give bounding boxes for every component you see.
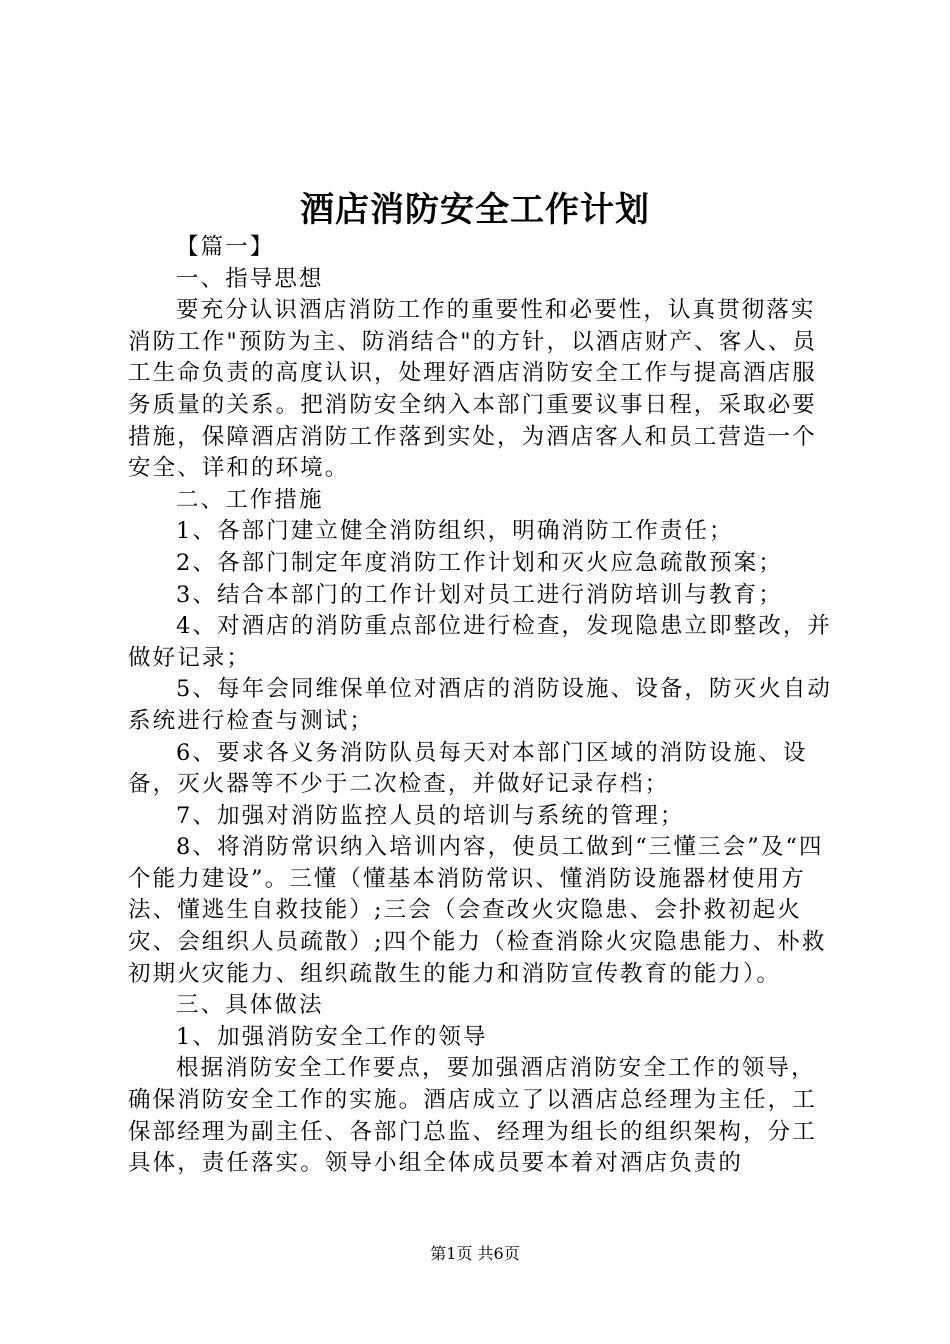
list-item: 5、每年会同维保单位对酒店的消防设施、设备，防灭火自动系统进行检查与测试； <box>128 676 833 734</box>
section-label: 【篇一】 <box>176 234 275 260</box>
list-item: 4、对酒店的消防重点部位进行检查，发现隐患立即整改，并做好记录； <box>128 613 833 671</box>
list-item: 6、要求各义务消防队员每天对本部门区域的消防设施、设备，灭火器等不少于二次检查，并做好记录存档； <box>128 739 808 798</box>
heading-specific-methods: 三、具体做法 <box>176 992 324 1019</box>
list-item: 3、结合本部门的工作计划对员工进行消防培训与教育； <box>176 581 783 608</box>
document-body <box>128 232 836 1180</box>
list-item: 2、各部门制定年度消防工作计划和灭火应急疏散预案； <box>176 549 783 576</box>
heading-work-measures: 二、工作措施 <box>176 486 324 513</box>
heading-guiding-thought: 一、指导思想 <box>176 265 324 292</box>
paragraph: 根据消防安全工作要点，要加强酒店消防安全工作的领导，确保消防安全工作的实施。酒店成立了以酒店总经理为主任，工保部经理为副主任、各部门总监、经理为组长的组织架构，分工具体，责任落实。领导小组全体成员要本着对酒店负责的 <box>128 1055 817 1177</box>
list-item: 1、各部门建立健全消防组织，明确消防工作责任； <box>176 518 734 545</box>
list-item: 7、加强对消防监控人员的培训与系统的管理； <box>176 802 685 829</box>
subheading: 1、加强消防安全工作的领导 <box>176 1023 488 1050</box>
paragraph: 要充分认识酒店消防工作的重要性和必要性，认真贯彻落实消防工作"预防为主、防消结合"的方针，以酒店财产、客人、员工生命负责的高度认识，处理好酒店消防安全工作与提高酒店服务质量的关系。把消防安全纳入本部门重要议事日程，采取必要措施，保障酒店消防工作落到实处，为酒店客人和员工营造一个安全、详和的环境。 <box>128 297 818 482</box>
document-title: 酒店消防安全工作计划 <box>300 190 650 230</box>
page-number-footer: 第1页 共6页 <box>430 1244 520 1263</box>
list-item: 8、将消防常识纳入培训内容，使员工做到“三懂三会”及“四个能力建设”。三懂（懂基本消防常识、懂消防设施器材使用方法、懂逃生自救技能）;三会（会查改火灾隐患、会扑救初起火灾、会组织人员疏散）;四个能力（检查消除火灾隐患能力、朴救初期火灾能力、组织疏散生的能力和消防宣传教育的能力）。 <box>128 834 827 987</box>
